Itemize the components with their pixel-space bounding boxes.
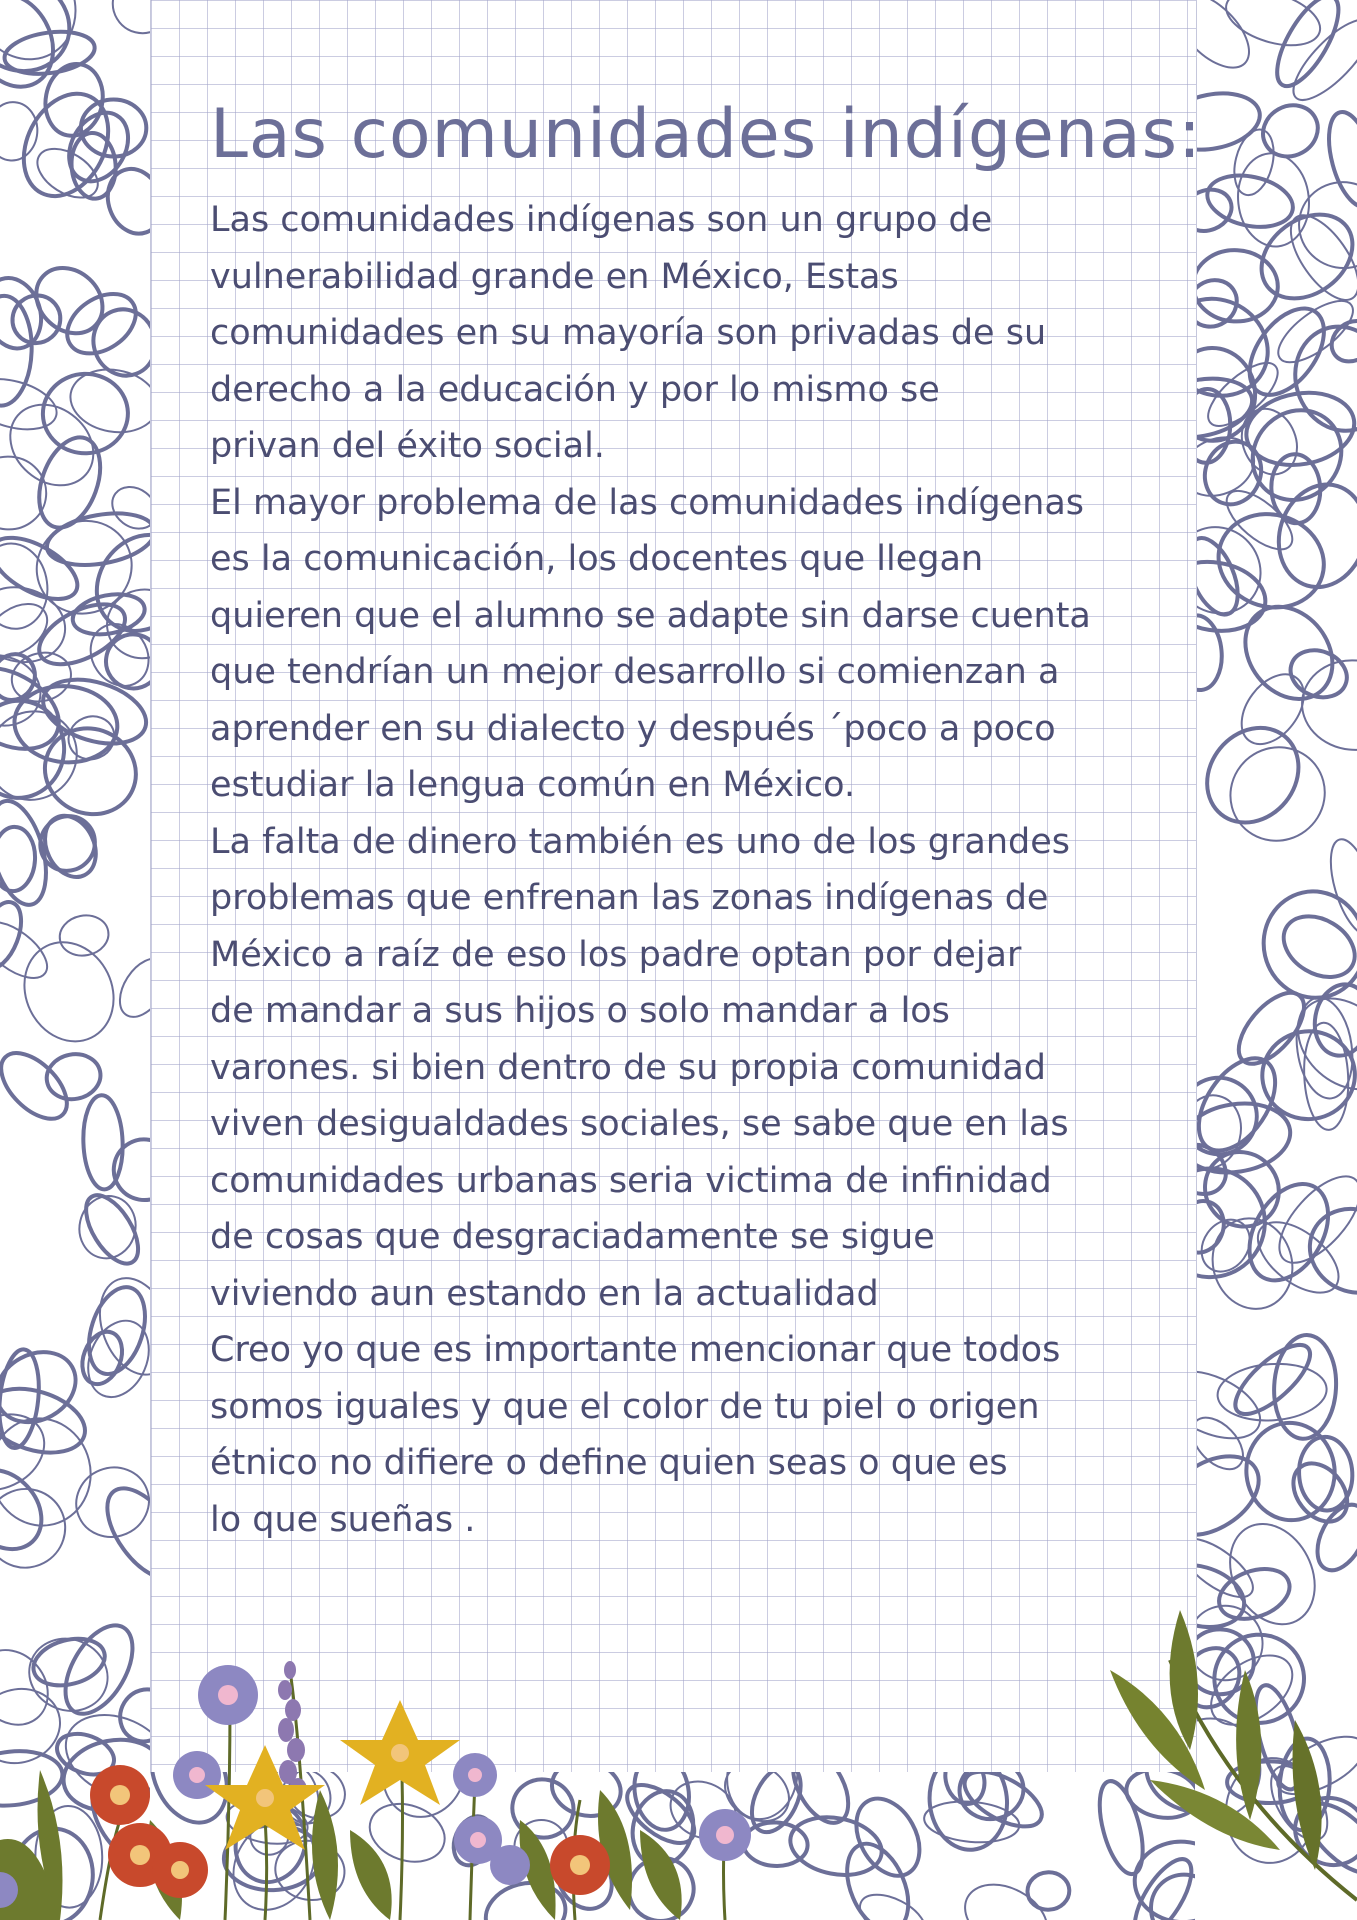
swirl-loop xyxy=(0,1347,43,1449)
swirl-loop xyxy=(56,911,112,959)
text-line: que tendrían un mejor desarrollo si comienzan a xyxy=(210,652,1060,692)
swirl-loop xyxy=(1225,1334,1320,1425)
text-line: privan del éxito social. xyxy=(210,426,605,466)
document-body xyxy=(210,192,1170,1548)
swirl-loop xyxy=(31,714,150,829)
swirl-loop xyxy=(1253,881,1357,1008)
swirl-loop xyxy=(0,100,40,163)
swirl-loop xyxy=(0,1454,57,1564)
swirl-loop xyxy=(20,504,149,631)
swirl-loop xyxy=(1212,728,1344,859)
text-line: viviendo aun estando en la actualidad xyxy=(210,1273,879,1314)
swirl-loop xyxy=(1284,642,1354,705)
swirl-loop xyxy=(1309,980,1357,1061)
text-line: viven desigualdades sociales, se sabe que en las xyxy=(210,1104,1069,1144)
text-line: Las comunidades indígenas son un grupo de xyxy=(210,200,993,240)
swirl-loop xyxy=(1320,107,1357,211)
text-line: México a raíz de eso los padre optan por dejar xyxy=(210,934,1022,975)
swirl-loop xyxy=(82,1095,124,1191)
text-line: derecho a la educación y por lo mismo se xyxy=(210,369,940,410)
swirl-loop xyxy=(0,453,49,532)
swirl-loop xyxy=(79,1280,150,1381)
text-line: es la comunicación, los docentes que llegan xyxy=(210,539,984,579)
swirl-loop xyxy=(0,0,69,101)
text-line: estudiar la lengua común en México. xyxy=(210,765,856,805)
swirl-loop xyxy=(1203,168,1298,234)
document-title: Las comunidades indígenas: xyxy=(210,95,1202,174)
swirl-loop xyxy=(1195,86,1265,157)
swirl-loop xyxy=(102,0,150,44)
swirl-loop xyxy=(1216,1360,1329,1424)
text-line: lo que sueñas . xyxy=(210,1499,476,1540)
swirl-loop xyxy=(1195,613,1225,692)
text-line: La falta de dinero también es uno de los grandes xyxy=(210,821,1070,862)
text-line: vulnerabilidad grande en México, Estas xyxy=(210,256,899,297)
swirl-loop xyxy=(1220,0,1327,55)
text-line: aprender en su dialecto y después ´poco a poco xyxy=(210,708,1056,749)
swirl-loop xyxy=(1195,709,1317,840)
swirl-loop xyxy=(3,286,70,353)
swirl-loop xyxy=(99,161,150,241)
swirl-loop xyxy=(42,372,130,454)
swirl-loop xyxy=(93,1476,150,1592)
swirl-loop xyxy=(0,826,37,892)
swirl-loop xyxy=(77,1311,150,1406)
swirl-loop xyxy=(0,295,33,407)
text-line: de mandar a sus hijos o solo mandar a los xyxy=(210,991,950,1031)
text-line: de cosas que desgraciadamente se sigue xyxy=(210,1217,935,1257)
text-line: quieren que el alumno se adapte sin darse cuenta xyxy=(210,595,1091,636)
swirl-loop xyxy=(1228,125,1280,199)
swirl-loop xyxy=(1254,96,1327,166)
swirl-loop xyxy=(78,517,150,649)
swirl-loop xyxy=(1195,1210,1260,1281)
text-line: varones. si bien dentro de su propia comunidad xyxy=(210,1047,1046,1088)
swirl-loop xyxy=(0,911,56,988)
swirl-loop xyxy=(109,1135,150,1205)
swirl-loop xyxy=(1195,1067,1268,1165)
swirl-loop xyxy=(28,429,112,536)
text-line: comunidades en su mayoría son privadas de su xyxy=(210,313,1047,353)
swirl-loop xyxy=(1196,433,1270,512)
text-line: problemas que enfrenan las zonas indígenas de xyxy=(210,878,1049,918)
wildflower-bouquet-icon xyxy=(0,1590,1357,1920)
swirl-loop xyxy=(1322,834,1357,940)
swirl-loop xyxy=(1195,1440,1273,1551)
swirl-loop xyxy=(75,1326,129,1390)
swirl-loop xyxy=(1195,0,1262,81)
swirl-loop xyxy=(8,927,130,1056)
text-line: étnico no difiere o define quien seas o que es xyxy=(210,1443,1008,1483)
swirl-loop xyxy=(1324,313,1357,370)
text-line: Creo yo que es importante mencionar que todos xyxy=(210,1330,1061,1370)
swirl-loop xyxy=(0,539,53,633)
swirl-loop xyxy=(110,950,150,1025)
swirl-loop xyxy=(1298,655,1357,755)
text-line: comunidades urbanas seria victima de infinidad xyxy=(210,1160,1052,1201)
swirl-loop xyxy=(1273,904,1357,989)
swirl-loop xyxy=(1282,314,1357,443)
text-line: somos iguales y que el color de tu piel o origen xyxy=(210,1386,1040,1427)
swirl-loop xyxy=(1233,1170,1344,1294)
swirl-loop xyxy=(1195,509,1278,630)
text-line: El mayor problema de las comunidades indígenas xyxy=(210,482,1085,523)
